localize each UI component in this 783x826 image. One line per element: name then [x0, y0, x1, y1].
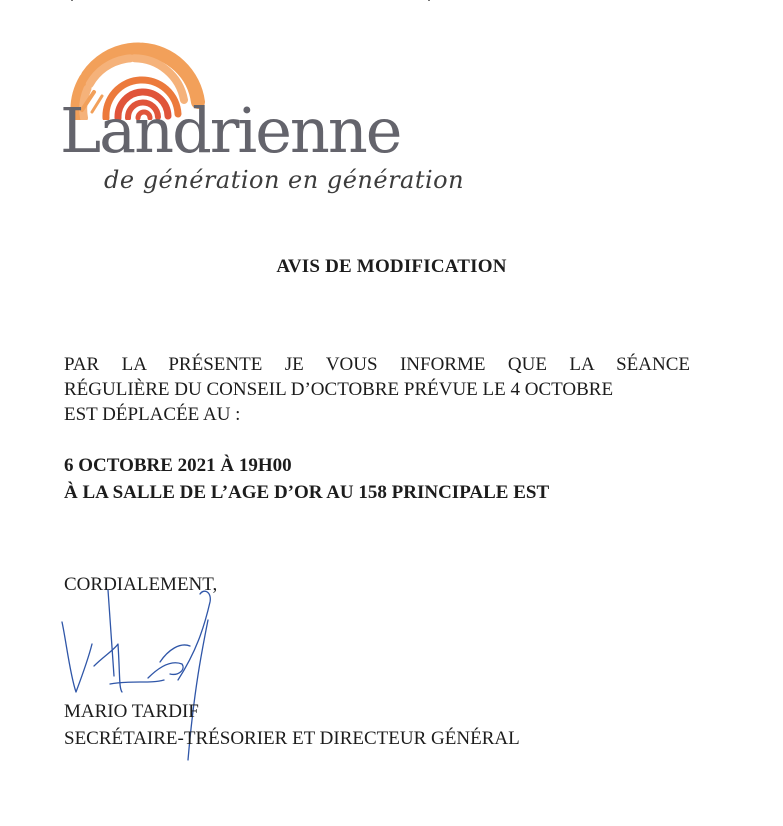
body-line: PAR LA PRÉSENTE JE VOUS INFORME QUE LA SÉANCE	[64, 354, 690, 375]
municipality-logo	[58, 40, 465, 210]
scan-mark-left	[71, 0, 73, 1]
signatory-block	[64, 698, 520, 752]
body-line: EST DÉPLACÉE AU :	[64, 404, 241, 425]
logo-tagline: de génération en génération	[104, 166, 465, 194]
logo-wordmark: Landrienne	[60, 94, 401, 167]
meeting-location: À LA SALLE DE L’AGE D’OR AU 158 PRINCIPALE EST	[64, 482, 550, 503]
meeting-details	[64, 452, 549, 506]
notice-title: AVIS DE MODIFICATION	[276, 256, 507, 277]
notice-body	[64, 352, 690, 427]
scan-mark-right	[428, 0, 430, 1]
signatory-name: MARIO TARDIF	[64, 701, 199, 722]
closing-salutation: CORDIALEMENT,	[64, 574, 218, 595]
signatory-title: SECRÉTAIRE-TRÉSORIER ET DIRECTEUR GÉNÉRAL	[64, 728, 520, 749]
body-line: RÉGULIÈRE DU CONSEIL D’OCTOBRE PRÉVUE LE 4 OCTOBRE	[64, 379, 614, 400]
meeting-date: 6 OCTOBRE 2021 À 19H00	[64, 455, 292, 476]
